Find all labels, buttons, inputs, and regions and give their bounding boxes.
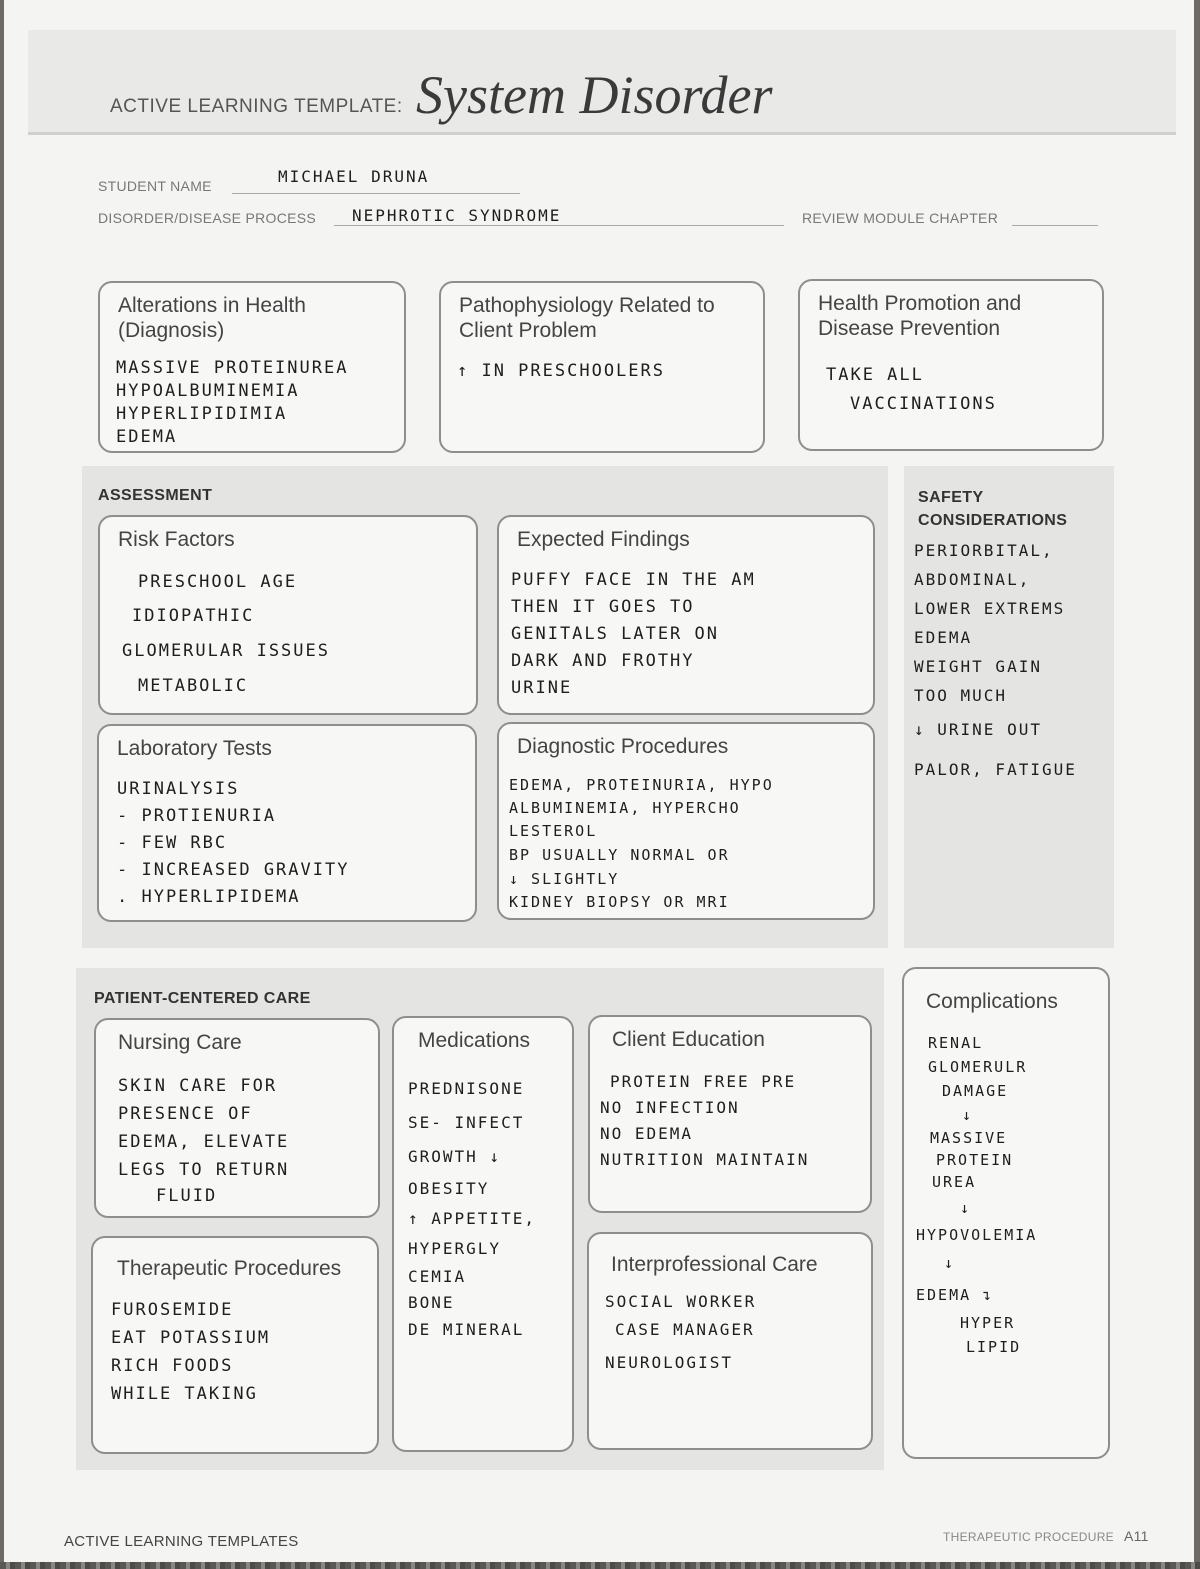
list-item: OBESITY (408, 1179, 490, 1198)
list-item: THEN IT GOES TO (511, 597, 695, 617)
client-education-lines (600, 1069, 860, 1173)
pathophysiology-box[interactable] (439, 281, 765, 453)
list-item: KIDNEY BIOPSY OR MRI (509, 893, 730, 911)
disorder-label: DISORDER/DISEASE PROCESS (98, 210, 317, 226)
interprofessional-care-box[interactable] (587, 1232, 873, 1450)
patient-centered-care-title: PATIENT-CENTERED CARE (94, 990, 311, 1007)
page-number: A11 (1123, 1528, 1149, 1544)
list-item: METABOLIC (138, 676, 249, 696)
laboratory-tests-title: Laboratory Tests (117, 737, 272, 760)
diagnostic-procedures-box[interactable] (497, 722, 875, 920)
list-item: HYPOALBUMINEMIA (116, 381, 300, 401)
list-item: LESTEROL (509, 822, 598, 840)
client-education-box[interactable] (588, 1015, 872, 1213)
footer-right (943, 1528, 1149, 1544)
list-item: BONE (408, 1293, 455, 1312)
complications-title: Complications (926, 990, 1058, 1013)
list-item: HYPER (960, 1314, 1016, 1332)
complications-box[interactable] (902, 967, 1110, 1459)
health-promotion-lines (826, 361, 1092, 419)
list-item: GROWTH ↓ (408, 1147, 502, 1166)
list-item: PUFFY FACE IN THE AM (511, 570, 756, 590)
expected-findings-box[interactable] (497, 515, 875, 715)
list-item: TAKE ALL (826, 365, 924, 385)
health-promotion-title: Health Promotion and Disease Prevention (818, 292, 1022, 340)
list-item: LEGS TO RETURN (118, 1160, 290, 1180)
therapeutic-procedures-box[interactable] (91, 1236, 379, 1454)
list-item: EAT POTASSIUM (111, 1328, 271, 1348)
pathophysiology-lines (457, 357, 753, 386)
safety-lines (914, 536, 1104, 790)
health-promotion-box[interactable] (798, 279, 1104, 451)
list-item: PROTEIN (936, 1151, 1014, 1169)
list-item: PROTEIN FREE PRE (610, 1072, 797, 1091)
pathophysiology-title: Pathophysiology Related to Client Problem (459, 294, 715, 342)
alterations-lines (116, 357, 394, 449)
nursing-care-title: Nursing Care (118, 1031, 242, 1054)
list-item: DAMAGE (942, 1082, 1009, 1100)
therapeutic-procedures-title: Therapeutic Procedures (117, 1257, 342, 1280)
footer-left: ACTIVE LEARNING TEMPLATES (64, 1533, 299, 1550)
background-surface (0, 1562, 1200, 1569)
risk-factors-title: Risk Factors (118, 528, 235, 551)
list-item: PERIORBITAL, (914, 541, 1054, 560)
list-item: - FEW RBC (117, 833, 228, 853)
list-item: DARK AND FROTHY (511, 651, 695, 671)
review-module-line[interactable] (1012, 225, 1098, 226)
list-item: MASSIVE (930, 1129, 1008, 1147)
alterations-title: Alterations in Health (Diagnosis) (118, 294, 306, 342)
list-item: ALBUMINEMIA, HYPERCHO (509, 799, 741, 817)
footer-right-label: THERAPEUTIC PROCEDURE (943, 1530, 1114, 1544)
disorder-line (334, 225, 784, 226)
client-education-title: Client Education (612, 1028, 765, 1051)
list-item: ↓ URINE OUT (914, 720, 1042, 739)
list-item: EDEMA (914, 628, 973, 647)
list-item: IDIOPATHIC (132, 606, 255, 626)
list-item: RENAL (928, 1034, 984, 1052)
list-item: EDEMA ↴ (916, 1286, 994, 1304)
list-item: UREA (932, 1173, 977, 1191)
list-item: WEIGHT GAIN (914, 657, 1042, 676)
diagnostic-procedures-lines (509, 774, 863, 914)
list-item: PALOR, FATIGUE (914, 760, 1077, 779)
list-item: SOCIAL WORKER (605, 1292, 757, 1311)
list-item: PRESCHOOL AGE (138, 572, 298, 592)
list-item: URINE (511, 678, 573, 698)
template-label: ACTIVE LEARNING TEMPLATE: (110, 96, 403, 117)
list-item: GLOMERULR (928, 1058, 1028, 1076)
list-item: SKIN CARE FOR (118, 1076, 278, 1096)
list-item: ABDOMINAL, (914, 570, 1031, 589)
nursing-care-lines (118, 1072, 368, 1208)
review-module-label: REVIEW MODULE CHAPTER (802, 210, 999, 226)
assessment-title: ASSESSMENT (98, 487, 213, 504)
list-item: EDEMA (116, 427, 178, 447)
complications-lines (916, 1031, 1098, 1359)
list-item: SE- INFECT (408, 1113, 525, 1132)
list-item: HYPERGLY (408, 1239, 502, 1258)
list-item: LOWER EXTREMS (914, 599, 1066, 618)
list-item: FUROSEMIDE (111, 1300, 234, 1320)
list-item: ↓ (944, 1254, 956, 1272)
list-item: NO INFECTION (600, 1098, 740, 1117)
list-item: NO EDEMA (600, 1124, 694, 1143)
list-item: WHILE TAKING (111, 1384, 258, 1404)
expected-findings-lines (511, 567, 863, 702)
risk-factors-box[interactable] (98, 515, 478, 715)
template-title: System Disorder (416, 65, 773, 125)
alterations-box[interactable] (98, 281, 406, 453)
list-item: PRESENCE OF (118, 1104, 253, 1124)
list-item: HYPERLIPIDIMIA (116, 404, 288, 424)
laboratory-tests-lines (117, 776, 465, 911)
list-item: CASE MANAGER (615, 1320, 755, 1339)
list-item: DE MINERAL (408, 1320, 525, 1339)
list-item: ↓ (960, 1199, 972, 1217)
therapeutic-procedures-lines (111, 1296, 367, 1408)
list-item: BP USUALLY NORMAL OR (509, 846, 730, 864)
list-item: ↓ (962, 1106, 974, 1124)
medications-title: Medications (418, 1029, 531, 1052)
list-item: GENITALS LATER ON (511, 624, 719, 644)
laboratory-tests-box[interactable] (97, 724, 477, 922)
list-item: . HYPERLIPIDEMA (117, 887, 301, 907)
list-item: - INCREASED GRAVITY (117, 860, 350, 880)
expected-findings-title: Expected Findings (517, 528, 690, 551)
list-item: HYPOVOLEMIA (916, 1226, 1038, 1244)
student-name-label: STUDENT NAME (98, 178, 212, 194)
medications-lines (408, 1072, 562, 1344)
risk-factors-lines (122, 565, 466, 703)
list-item: ↑ IN PRESCHOOLERS (457, 361, 665, 381)
interprofessional-care-title: Interprofessional Care (611, 1253, 818, 1276)
medications-box[interactable] (392, 1016, 574, 1452)
student-name-line (232, 193, 520, 194)
list-item: PREDNISONE (408, 1079, 525, 1098)
diagnostic-procedures-title: Diagnostic Procedures (517, 735, 729, 758)
disorder-value[interactable]: NEPHROTIC SYNDROME (352, 206, 562, 225)
list-item: NEUROLOGIST (605, 1353, 733, 1372)
list-item: GLOMERULAR ISSUES (122, 641, 330, 661)
list-item: EDEMA, PROTEINURIA, HYPO (509, 776, 774, 794)
safety-title: SAFETY CONSIDERATIONS (918, 489, 1068, 529)
list-item: ↑ APPETITE, (408, 1209, 536, 1228)
nursing-care-box[interactable] (94, 1018, 380, 1218)
list-item: URINALYSIS (117, 779, 240, 799)
list-item: - PROTIENURIA (117, 806, 277, 826)
student-name-value[interactable]: MICHAEL DRUNA (278, 167, 430, 186)
list-item: VACCINATIONS (850, 394, 997, 414)
list-item: LIPID (966, 1338, 1022, 1356)
list-item: RICH FOODS (111, 1356, 234, 1376)
list-item: CEMIA (408, 1267, 467, 1286)
interprofessional-care-lines (605, 1288, 861, 1382)
list-item: EDEMA, ELEVATE (118, 1132, 290, 1152)
list-item: FLUID (156, 1186, 218, 1206)
list-item: TOO MUCH (914, 686, 1008, 705)
list-item: MASSIVE PROTEINUREA (116, 358, 349, 378)
list-item: NUTRITION MAINTAIN (600, 1150, 810, 1169)
list-item: ↓ SLIGHTLY (509, 870, 620, 888)
